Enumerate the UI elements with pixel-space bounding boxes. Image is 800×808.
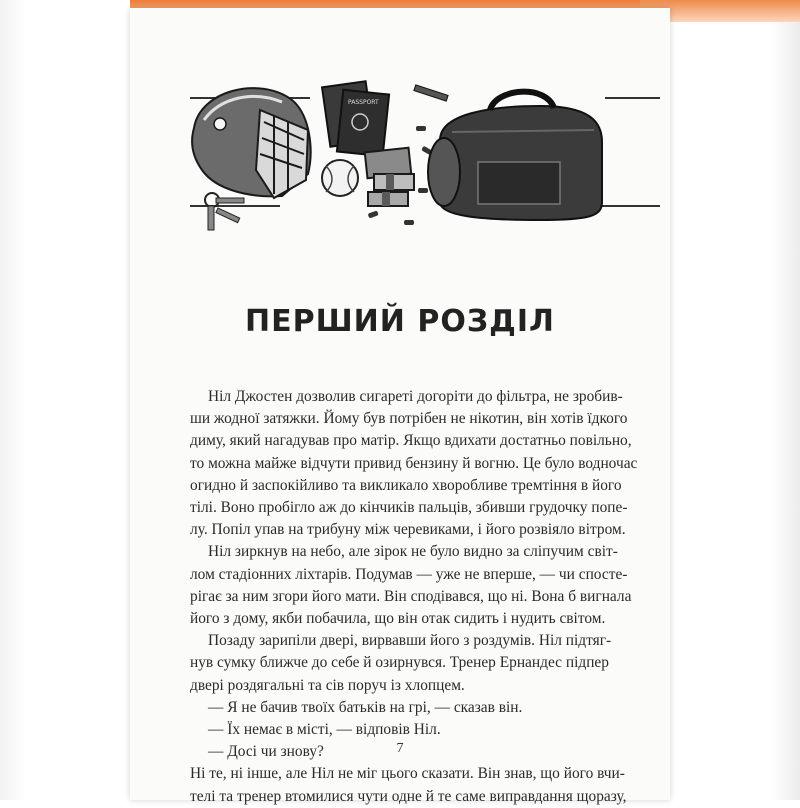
chapter-illustration [190, 70, 660, 250]
passport-icon [322, 81, 389, 156]
text-line: нув сумку ближче до себе й озирнувся. Тренер Ернандес підпер [190, 654, 609, 672]
baseball-icon [322, 160, 358, 196]
text-line: то можна майже відчути привид бензину й вогню. Це було водночас [190, 454, 638, 472]
text-line: диму, який нагадував про матір. Якщо вдихати достатньо повільно, [190, 432, 632, 450]
text-line: ши жодної затяжки. Йому був потрібен не нікотин, він хотів їдкого [190, 410, 628, 428]
book-cover-edge [130, 0, 670, 8]
text-line: телі та тренер втомилися чути одне й те саме виправдання щоразу, [190, 787, 627, 805]
money-stack-icon [365, 148, 414, 206]
text-line: Ніл зиркнув на небо, але зірок не було видно за сліпучим світ- [208, 543, 618, 561]
text-line: тілі. Воно пробігло аж до кінчиків пальців, збивши грудочку попе- [190, 499, 628, 517]
text-line: двері роздягальні та сів поруч із хлопцем. [190, 676, 465, 694]
text-line: — Досі чи знову? [208, 743, 324, 761]
text-line: огидно й заспокійливо та викликало хворобливе тремтіння в його [190, 476, 622, 494]
duffel-bag-icon [428, 92, 602, 220]
text-line: Ніл Джостен дозволив сигареті догоріти до фільтра, не зробив- [208, 388, 623, 405]
right-page-edge [770, 0, 800, 800]
text-line: лу. Попіл упав на трибуну між черевиками, і його розвіяло вітром. [190, 521, 626, 539]
text-line: — Я не бачив твоїх батьків на грі, — сказав він. [208, 698, 523, 716]
chapter-title: ПЕРШИЙ РОЗДІЛ [245, 304, 555, 339]
passport-label: PASSPORT [348, 99, 379, 106]
keys-icon [205, 193, 244, 230]
text-line: його з дому, якби побачила, що він отак сидить і нудить світом. [190, 610, 606, 628]
text-line: Ні те, ні інше, але Ніл не міг цього сказати. Він знав, що його вчи- [190, 765, 625, 783]
page-number: 7 [396, 741, 404, 756]
lacrosse-helmet-icon [192, 88, 311, 198]
left-page-edge [0, 0, 26, 800]
text-line: Позаду зарипіли двері, вирвавши його з роздумів. Ніл підтяг- [208, 632, 612, 650]
marker-pen-icon [414, 85, 448, 101]
text-line: лом стадіонних ліхтарів. Подумав — уже не вперше, — чи спосте- [190, 565, 628, 583]
book-page [130, 8, 670, 805]
text-line: — Їх немає в місті, — відповів Ніл. [208, 721, 441, 739]
text-line: рігає за ним згори його мати. Він сподівався, що ні. Вона б вигнала [190, 587, 632, 605]
